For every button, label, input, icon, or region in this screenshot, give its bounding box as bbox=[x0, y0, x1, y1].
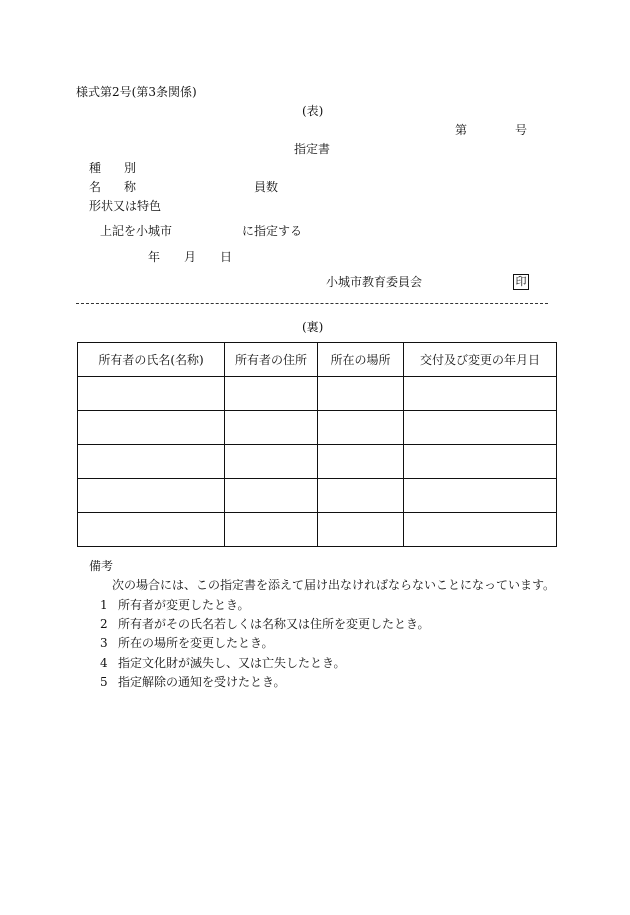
table-row bbox=[78, 377, 557, 411]
table-cell bbox=[78, 445, 225, 479]
cut-line bbox=[76, 303, 548, 304]
table-cell bbox=[318, 445, 404, 479]
note-item-text: 所有者が変更したとき。 bbox=[118, 598, 250, 612]
table-cell bbox=[78, 479, 225, 513]
table-cell bbox=[318, 513, 404, 547]
field-meisho-1: 名 bbox=[89, 180, 102, 194]
table-cell bbox=[225, 377, 318, 411]
table-row bbox=[78, 479, 557, 513]
seal-stamp: 印 bbox=[513, 274, 529, 290]
number-go: 号 bbox=[515, 123, 528, 137]
front-label: (表) bbox=[302, 104, 324, 118]
table-cell bbox=[404, 479, 557, 513]
note-item-text: 所在の場所を変更したとき。 bbox=[118, 636, 274, 650]
table-cell bbox=[78, 377, 225, 411]
date-year: 年 bbox=[148, 250, 161, 264]
table-cell bbox=[404, 445, 557, 479]
table-cell bbox=[318, 479, 404, 513]
note-item-number: 5 bbox=[100, 675, 108, 689]
field-shubetsu-1: 種 bbox=[89, 161, 102, 175]
table-cell bbox=[404, 377, 557, 411]
table-row bbox=[78, 513, 557, 547]
table-cell bbox=[78, 513, 225, 547]
table-cell bbox=[318, 377, 404, 411]
note-item-number: 2 bbox=[100, 617, 108, 631]
header-location: 所在の場所 bbox=[318, 343, 404, 377]
table-cell bbox=[225, 411, 318, 445]
notes-intro: 次の場合には、この指定書を添えて届け出なければならないことになっています。 bbox=[112, 578, 556, 592]
header-issue-change-date: 交付及び変更の年月日 bbox=[404, 343, 557, 377]
date-month: 月 bbox=[184, 250, 197, 264]
header-owner-name: 所有者の氏名(名称) bbox=[78, 343, 225, 377]
statement-part-2: に指定する bbox=[242, 224, 303, 238]
header-owner-address: 所有者の住所 bbox=[225, 343, 318, 377]
issuer-name: 小城市教育委員会 bbox=[326, 275, 423, 289]
note-item-number: 4 bbox=[100, 656, 108, 670]
ownership-table bbox=[77, 342, 557, 547]
statement-part-1: 上記を小城市 bbox=[100, 224, 173, 238]
field-meisho-2: 称 bbox=[124, 180, 137, 194]
note-item-number: 3 bbox=[100, 636, 108, 650]
field-shubetsu-2: 別 bbox=[124, 161, 137, 175]
document-title: 指定書 bbox=[294, 142, 331, 156]
table-cell bbox=[404, 513, 557, 547]
table-cell bbox=[78, 411, 225, 445]
date-day: 日 bbox=[220, 250, 233, 264]
back-label: (裏) bbox=[302, 320, 324, 334]
number-dai: 第 bbox=[455, 123, 468, 137]
note-item-text: 所有者がその氏名若しくは名称又は住所を変更したとき。 bbox=[118, 617, 430, 631]
notes-heading: 備考 bbox=[89, 559, 114, 573]
form-id: 様式第2号(第3条関係) bbox=[76, 85, 197, 99]
note-item-number: 1 bbox=[100, 598, 108, 612]
table-cell bbox=[225, 445, 318, 479]
table-cell bbox=[318, 411, 404, 445]
field-insu: 員数 bbox=[254, 180, 279, 194]
table-row bbox=[78, 411, 557, 445]
table-cell bbox=[404, 411, 557, 445]
table-cell bbox=[225, 513, 318, 547]
table-cell bbox=[225, 479, 318, 513]
field-keijo: 形状又は特色 bbox=[89, 199, 162, 213]
table-row bbox=[78, 445, 557, 479]
table-header-row bbox=[78, 343, 557, 377]
note-item-text: 指定解除の通知を受けたとき。 bbox=[118, 675, 286, 689]
note-item-text: 指定文化財が滅失し、又は亡失したとき。 bbox=[118, 656, 346, 670]
